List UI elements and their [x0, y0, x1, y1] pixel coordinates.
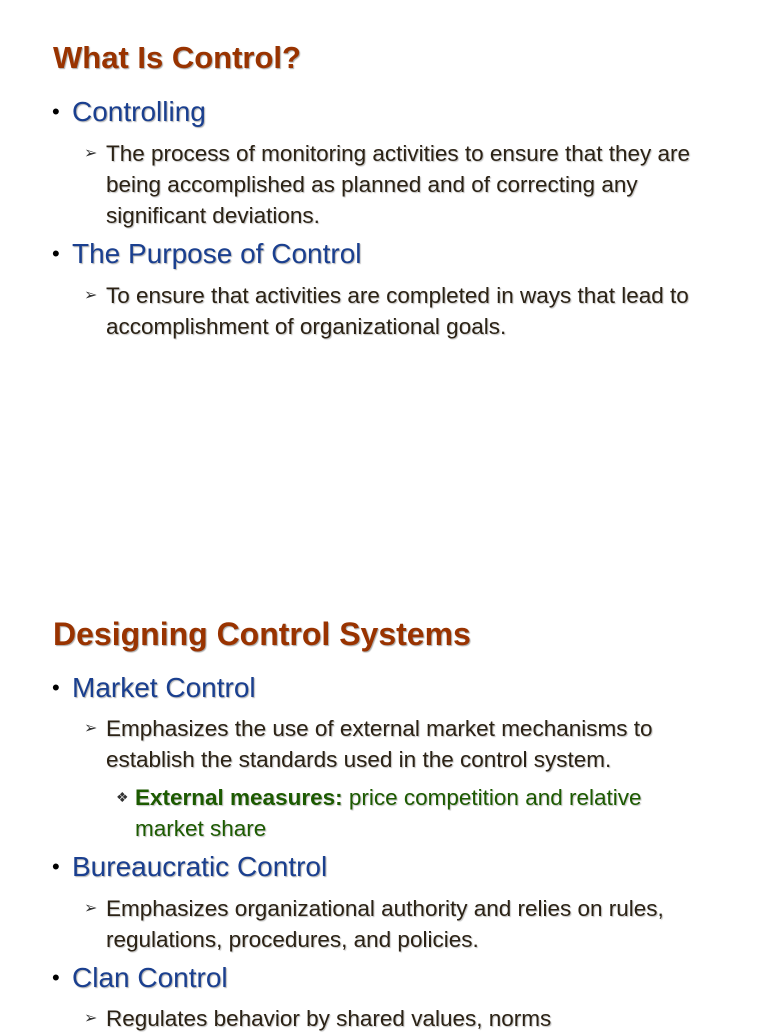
- sub-bullet-controlling-definition: [84, 138, 704, 231]
- sub-bullet-clan-definition: [84, 1003, 704, 1034]
- bullet-heading: Controlling: [72, 96, 206, 127]
- detail-external-measures: [116, 782, 716, 844]
- bullet-clan-control: [52, 962, 228, 994]
- bullet-bureaucratic-control: [52, 851, 327, 883]
- sub-bullet-market-control-definition: [84, 713, 704, 775]
- sub-bullet-text: Regulates behavior by shared values, norms: [106, 1006, 552, 1031]
- bullet-heading: The Purpose of Control: [72, 238, 362, 269]
- bullet-heading: Clan Control: [72, 962, 228, 993]
- sub-bullet-text: Emphasizes the use of external market mechanisms to establish the standards used in the control system.: [106, 716, 653, 772]
- bullet-dot-icon: •: [52, 675, 60, 700]
- detail-value: price competition and relative market share: [135, 785, 642, 841]
- slide-title: Designing Control Systems: [53, 616, 471, 652]
- arrow-bullet-icon: ➢: [84, 145, 98, 162]
- bullet-dot-icon: •: [52, 965, 60, 990]
- arrow-bullet-icon: ➢: [84, 1010, 98, 1027]
- bullet-purpose-of-control: [52, 238, 362, 270]
- bullet-market-control: [52, 672, 256, 704]
- arrow-bullet-icon: ➢: [84, 900, 98, 917]
- arrow-bullet-icon: ➢: [84, 287, 98, 304]
- sub-bullet-text: The process of monitoring activities to ensure that they are being accomplished as planned and of correcting any significant deviations.: [106, 141, 691, 228]
- slide-title: What Is Control?: [53, 40, 301, 75]
- detail-text: [135, 782, 716, 844]
- sub-bullet-text: Emphasizes organizational authority and relies on rules, regulations, procedures, and policies.: [106, 896, 664, 952]
- detail-label: External measures:: [135, 785, 343, 810]
- bullet-dot-icon: •: [52, 241, 60, 266]
- bullet-controlling: [52, 96, 206, 128]
- sub-bullet-purpose-definition: [84, 280, 704, 342]
- arrow-bullet-icon: ➢: [84, 720, 98, 737]
- sub-bullet-bureaucratic-definition: [84, 893, 704, 955]
- bullet-heading: Market Control: [72, 672, 256, 703]
- diamond-bullet-icon: ❖: [116, 789, 129, 805]
- sub-bullet-text: To ensure that activities are completed in ways that lead to accomplishment of organizational goals.: [106, 283, 689, 339]
- bullet-heading: Bureaucratic Control: [72, 851, 328, 882]
- bullet-dot-icon: •: [52, 99, 60, 124]
- bullet-dot-icon: •: [52, 854, 60, 879]
